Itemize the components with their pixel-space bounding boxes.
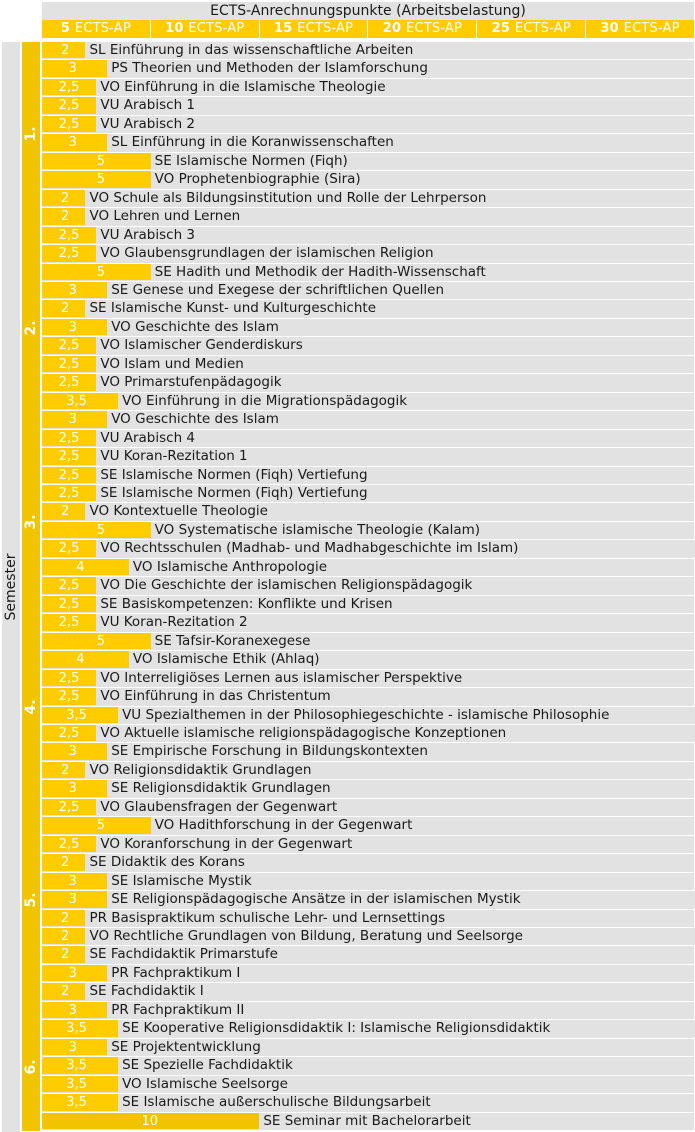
course-row <box>42 577 694 595</box>
semester-block <box>22 614 694 799</box>
course-row <box>42 356 694 374</box>
course-title: SE Islamische Normen (Fiqh) Vertiefung <box>96 467 567 484</box>
course-row <box>42 799 694 817</box>
course-row <box>42 651 694 669</box>
course-row <box>42 522 694 540</box>
semester-number: 6. <box>23 1058 39 1075</box>
ects-value: 2,5 <box>58 356 80 372</box>
course-title: VU Arabisch 3 <box>96 227 395 244</box>
ects-value: 3 <box>68 412 77 428</box>
course-row <box>42 817 694 835</box>
course-row <box>42 411 694 429</box>
ects-value: 2 <box>61 984 70 1000</box>
course-title: VO Islamische Seelsorge <box>118 1076 488 1093</box>
course-row <box>42 319 694 337</box>
ects-value: 3,5 <box>66 393 87 409</box>
ects-value: 3,5 <box>66 1058 87 1074</box>
ects-value: 3 <box>68 965 77 981</box>
course-row <box>42 614 694 632</box>
ects-value: 2,5 <box>58 338 80 354</box>
ects-value: 2,5 <box>58 227 80 243</box>
course-row <box>42 707 694 725</box>
semester-label <box>22 430 40 615</box>
course-row <box>42 762 694 780</box>
semester-label <box>22 614 40 799</box>
course-title: VO Koranforschung in der Gegenwart <box>96 836 552 853</box>
course-row <box>42 910 694 928</box>
course-row <box>42 374 694 392</box>
ects-value: 2,5 <box>58 486 80 502</box>
ects-value: 2,5 <box>58 430 80 446</box>
course-title: SE Hadith und Methodik der Hadith-Wissenschaft <box>151 264 686 281</box>
course-row <box>42 430 694 448</box>
course-title: VO Rechtliche Grundlagen von Bildung, Beratung und Seelsorge <box>85 928 695 945</box>
course-title: SE Islamische Kunst- und Kulturgeschichte <box>85 300 576 317</box>
course-title: VO Religionsdidaktik Grundlagen <box>85 762 511 779</box>
course-title: SE Islamische Normen (Fiqh) Vertiefung <box>96 485 567 502</box>
course-title: SE Islamische Normen (Fiqh) <box>151 153 548 170</box>
ects-value: 2,5 <box>58 98 80 114</box>
scale-5: 5 ECTS-AP <box>42 20 150 38</box>
course-row <box>42 42 694 60</box>
ects-value: 2,5 <box>58 541 80 557</box>
course-row <box>42 264 694 282</box>
course-title: SE Kooperative Religionsdidaktik I: Islamische Religionsdidaktik <box>118 1020 695 1037</box>
ects-value: 3 <box>68 892 77 908</box>
ects-value: 2,5 <box>58 467 80 483</box>
course-title: VO Aktuelle islamische religionspädagogische Konzeptionen <box>96 725 695 742</box>
course-row <box>42 393 694 411</box>
course-title: SE Didaktik des Korans <box>85 854 444 871</box>
ects-value: 2,5 <box>58 670 80 686</box>
course-title: VO Hadithforschung in der Gegenwart <box>151 817 613 834</box>
course-row <box>42 208 694 226</box>
ects-value: 3,5 <box>66 1095 87 1111</box>
semester-number: 2. <box>23 320 39 336</box>
semester-axis-label: Semester <box>2 42 20 1132</box>
ects-value: 3 <box>68 319 77 335</box>
course-title: VO Die Geschichte der islamischen Religionspädagogik <box>96 577 672 594</box>
semester-label <box>22 42 40 227</box>
course-title: SL Einführung in die Koranwissenschaften <box>107 134 594 151</box>
course-row <box>42 670 694 688</box>
ects-value: 5 <box>96 153 106 169</box>
course-title: VU Arabisch 1 <box>96 97 395 114</box>
ects-value: 4 <box>76 652 85 668</box>
course-title: PR Fachpraktikum I <box>107 965 440 982</box>
course-title: VO Einführung in die Islamische Theologie <box>96 79 585 96</box>
ects-value: 3 <box>68 1039 77 1055</box>
ects-value: 3 <box>68 282 77 298</box>
ects-value: 2,5 <box>58 836 80 852</box>
ects-value: 2,5 <box>58 246 80 262</box>
course-row <box>42 1020 694 1038</box>
course-title: VO Systematische islamische Theologie (Kalam) <box>151 522 680 539</box>
semester-label <box>22 227 40 430</box>
semester-number: 1. <box>23 126 39 142</box>
course-title: VO Prophetenbiographie (Sira) <box>151 171 561 188</box>
course-row <box>42 596 694 614</box>
course-title: SE Genese und Exegese der schriftlichen Quellen <box>107 282 644 299</box>
course-title: VO Islamische Anthropologie <box>129 559 527 576</box>
course-list <box>42 227 694 430</box>
course-row <box>42 946 694 964</box>
course-title: SE Projektentwicklung <box>107 1039 461 1056</box>
course-row <box>42 282 694 300</box>
course-row <box>42 79 694 97</box>
course-title: PR Fachpraktikum II <box>107 1002 444 1019</box>
course-row <box>42 485 694 503</box>
scale-30: 30 ECTS-AP <box>585 20 694 38</box>
course-row <box>42 171 694 189</box>
ects-value: 5 <box>96 264 106 280</box>
semester-number: 5. <box>23 892 39 908</box>
course-title: SE Religionspädagogische Ansätze in der islamischen Mystik <box>107 891 695 908</box>
course-title: VU Arabisch 2 <box>96 116 395 133</box>
course-row <box>42 1094 694 1112</box>
course-title: VO Geschichte des Islam <box>107 411 479 428</box>
course-title: VO Einführung in das Christentum <box>96 688 530 705</box>
semester-block <box>22 799 694 1002</box>
course-title: SE Seminar mit Bachelorarbeit <box>259 1113 670 1130</box>
ects-value: 2,5 <box>58 578 80 594</box>
ects-value: 2,5 <box>58 79 80 95</box>
course-row <box>42 1076 694 1094</box>
ects-value: 3 <box>68 873 77 889</box>
course-title: SE Spezielle Fachdidaktik <box>118 1057 493 1074</box>
course-row <box>42 97 694 115</box>
course-row <box>42 134 694 152</box>
ects-value: 2 <box>61 910 70 926</box>
ects-value: 3 <box>68 135 77 151</box>
scale-10: 10 ECTS-AP <box>150 20 259 38</box>
course-title: SE Basiskompetenzen: Konflikte und Krisen <box>96 596 592 613</box>
course-row <box>42 873 694 891</box>
course-row <box>42 891 694 909</box>
ects-value: 2 <box>61 209 70 225</box>
course-row <box>42 633 694 651</box>
scale-25: 25 ECTS-AP <box>476 20 585 38</box>
semester-block <box>22 42 694 227</box>
ects-value: 3,5 <box>66 1021 87 1037</box>
ects-value: 2 <box>61 43 70 58</box>
ects-value: 5 <box>96 522 106 538</box>
semester-block <box>22 430 694 615</box>
course-title: SE Islamische Mystik <box>107 873 451 890</box>
ects-value: 2 <box>61 947 70 963</box>
course-title: PR Basispraktikum schulische Lehr- und Lernsettings <box>85 910 645 927</box>
course-title: SL Einführung in das wissenschaftliche Arbeiten <box>85 42 613 59</box>
course-title: VO Glaubensgrundlagen der islamischen Religion <box>96 245 633 262</box>
course-row <box>42 245 694 263</box>
course-title: VO Kontextuelle Theologie <box>85 503 468 520</box>
course-row <box>42 227 694 245</box>
course-title: VO Einführung in die Migrationspädagogik <box>118 393 607 410</box>
ects-header-title: ECTS-Anrechnungspunkte (Arbeitsbelastung) <box>42 2 694 20</box>
ects-value: 2 <box>61 301 70 317</box>
ects-value: 4 <box>76 559 85 575</box>
ects-value: 2,5 <box>58 596 80 612</box>
ects-value: 2 <box>61 504 70 520</box>
ects-value: 2,5 <box>58 116 80 132</box>
scale-20: 20 ECTS-AP <box>367 20 476 38</box>
course-row <box>42 725 694 743</box>
course-row <box>42 688 694 706</box>
semester-label <box>22 799 40 1002</box>
course-row <box>42 1113 694 1131</box>
course-row <box>42 965 694 983</box>
course-list <box>42 799 694 1002</box>
course-title: VO Islamischer Genderdiskurs <box>96 337 502 354</box>
course-row <box>42 1002 694 1020</box>
course-title: PS Theorien und Methoden der Islamforschung <box>107 60 628 77</box>
course-title: SE Tafsir-Koranexegese <box>151 633 511 650</box>
course-title: VO Schule als Bildungsinstitution und Rolle der Lehrperson <box>85 190 686 207</box>
ects-value: 2,5 <box>58 449 80 465</box>
ects-value: 2,5 <box>58 799 80 815</box>
ects-value: 2,5 <box>58 689 80 705</box>
course-row <box>42 503 694 521</box>
course-row <box>42 300 694 318</box>
course-title: VU Koran-Rezitation 1 <box>96 448 447 465</box>
ects-value: 3 <box>68 61 77 77</box>
course-row <box>42 190 694 208</box>
course-title: VO Lehren und Lernen <box>85 208 440 225</box>
ects-value: 2,5 <box>58 725 80 741</box>
ects-value: 5 <box>96 633 106 649</box>
course-list <box>42 614 694 799</box>
ects-value: 5 <box>96 818 106 834</box>
ects-value: 10 <box>141 1113 159 1129</box>
course-title: VO Islamische Ethik (Ahlaq) <box>129 651 520 668</box>
course-row <box>42 540 694 558</box>
ects-value: 3,5 <box>66 1076 87 1092</box>
ects-value: 2 <box>61 929 70 945</box>
course-list <box>42 430 694 615</box>
scale-15: 15 ECTS-AP <box>259 20 368 38</box>
ects-value: 2,5 <box>58 375 80 391</box>
ects-scale <box>42 20 694 38</box>
course-row <box>42 116 694 134</box>
course-title: SE Religionsdidaktik Grundlagen <box>107 780 530 797</box>
course-row <box>42 780 694 798</box>
course-title: VO Interreligiöses Lernen aus islamischer Perspektive <box>96 670 662 687</box>
course-row <box>42 60 694 78</box>
course-title: SE Empirische Forschung in Bildungskontexten <box>107 743 628 760</box>
semester-block <box>22 1002 694 1131</box>
ects-value: 2 <box>61 762 70 778</box>
course-row <box>42 1057 694 1075</box>
course-row <box>42 928 694 946</box>
course-title: VO Primarstufenpädagogik <box>96 374 481 391</box>
course-row <box>42 854 694 872</box>
course-title: VU Koran-Rezitation 2 <box>96 614 447 631</box>
course-title: VO Geschichte des Islam <box>107 319 479 336</box>
ects-value: 3 <box>68 781 77 797</box>
ects-value: 2 <box>61 855 70 871</box>
semester-block <box>22 227 694 430</box>
ects-value: 3,5 <box>66 707 87 723</box>
course-row <box>42 337 694 355</box>
semester-label <box>22 1002 40 1131</box>
course-title: SE Fachdidaktik Primarstufe <box>85 946 477 963</box>
course-title: SE Fachdidaktik I <box>85 983 403 1000</box>
course-row <box>42 153 694 171</box>
course-title: VU Spezialthemen in der Philosophiegeschichte - islamische Philosophie <box>118 707 695 724</box>
ects-value: 5 <box>96 172 106 188</box>
course-row <box>42 448 694 466</box>
course-title: SE Islamische außerschulische Bildungsarbeit <box>118 1094 631 1111</box>
course-row <box>42 983 694 1001</box>
course-row <box>42 559 694 577</box>
course-title: VU Arabisch 4 <box>96 430 395 447</box>
course-row <box>42 836 694 854</box>
ects-value: 2,5 <box>58 615 80 631</box>
course-title: VO Rechtsschulen (Madhab- und Madhabgeschichte im Islam) <box>96 540 695 557</box>
course-row <box>42 467 694 485</box>
course-list <box>42 42 694 227</box>
ects-value: 3 <box>68 744 77 760</box>
course-row <box>42 1039 694 1057</box>
course-list <box>42 1002 694 1131</box>
course-title: VO Glaubensfragen der Gegenwart <box>96 799 537 816</box>
semester-number: 4. <box>23 699 39 715</box>
ects-value: 3 <box>68 1002 77 1018</box>
ects-value: 2 <box>61 190 70 206</box>
course-title: VO Islam und Medien <box>96 356 444 373</box>
course-row <box>42 743 694 761</box>
semester-number: 3. <box>23 514 39 530</box>
